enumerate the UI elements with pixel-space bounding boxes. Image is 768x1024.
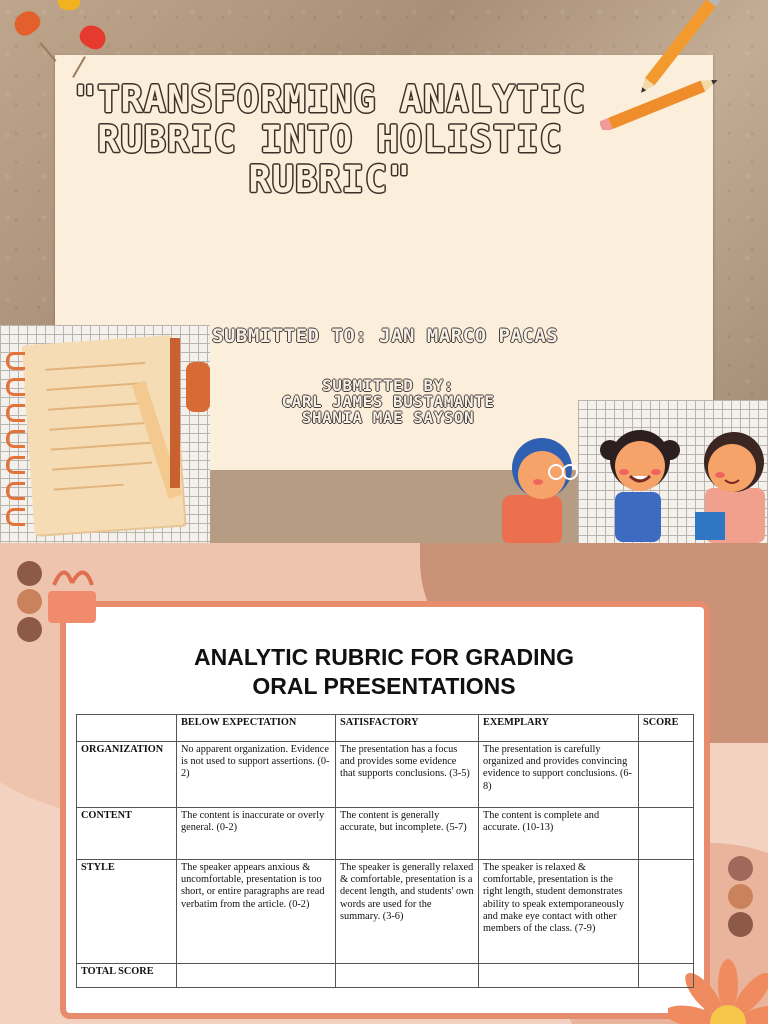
score-cell: [639, 860, 694, 964]
binder-clip-icon: [44, 567, 100, 627]
pen-icon: [170, 338, 180, 488]
score-cell: [639, 742, 694, 808]
rubric-title-line: ORAL PRESENTATIONS: [252, 673, 516, 699]
table-row: [77, 742, 694, 808]
children-illustration-icon: [490, 420, 768, 543]
table-cell: The content is inaccurate or overly general. (0-2): [177, 808, 336, 860]
submitted-by-block: [233, 378, 543, 426]
submitted-by-label: SUBMITTED BY:: [322, 376, 454, 395]
table-row: [77, 808, 694, 860]
submitted-to-text: SUBMITTED TO: JAN MARCO PACAS: [212, 325, 559, 347]
table-cell: [479, 964, 639, 988]
column-header: EXEMPLARY: [479, 715, 639, 742]
criterion-cell: STYLE: [77, 860, 177, 964]
criterion-cell: CONTENT: [77, 808, 177, 860]
table-cell: The speaker is generally relaxed & comfortable, presentation is a decent length, and students' own words are used for the summary. (3-6): [336, 860, 479, 964]
table-cell: The presentation is carefully organized and provides convincing evidence to support conclusions. (6-8): [479, 742, 639, 808]
score-cell: [639, 964, 694, 988]
score-cell: [639, 808, 694, 860]
table-header-row: [77, 715, 694, 742]
table-row: [77, 860, 694, 964]
table-cell: The speaker is relaxed & comfortable, presentation is the right length, student demonstrates ability to speak extemporaneously and make eye contact with other members of the class. (7-9): [479, 860, 639, 964]
column-header: BELOW EXPECTATION: [177, 715, 336, 742]
rubric-title: [0, 643, 768, 701]
pencils-icon: [600, 0, 760, 130]
table-cell: The content is complete and accurate. (10-13): [479, 808, 639, 860]
rubric-title-line: ANALYTIC RUBRIC FOR GRADING: [194, 644, 574, 670]
criterion-cell: ORGANIZATION: [77, 742, 177, 808]
author-name: CARL JAMES BUSTAMANTE: [281, 392, 495, 411]
presentation-title: "TRANSFORMING ANALYTIC RUBRIC INTO HOLISTIC RUBRIC": [73, 78, 587, 201]
column-header: [77, 715, 177, 742]
author-name: SHANIA MAE SAYSON: [301, 408, 475, 427]
table-cell: The content is generally accurate, but incomplete. (5-7): [336, 808, 479, 860]
table-cell: No apparent organization. Evidence is not used to support assertions. (0-2): [177, 742, 336, 808]
table-row: [77, 964, 694, 988]
rubric-table: [76, 714, 694, 988]
criterion-cell: TOTAL SCORE: [77, 964, 177, 988]
table-cell: The speaker appears anxious & uncomfortable, presentation is too short, or entire paragraphs are read verbatim from the article. (0-2): [177, 860, 336, 964]
column-header: SATISFACTORY: [336, 715, 479, 742]
column-header: SCORE: [639, 715, 694, 742]
eraser-icon: [186, 362, 210, 412]
table-cell: [336, 964, 479, 988]
table-cell: [177, 964, 336, 988]
table-cell: The presentation has a focus and provides some evidence that supports conclusions. (3-5): [336, 742, 479, 808]
